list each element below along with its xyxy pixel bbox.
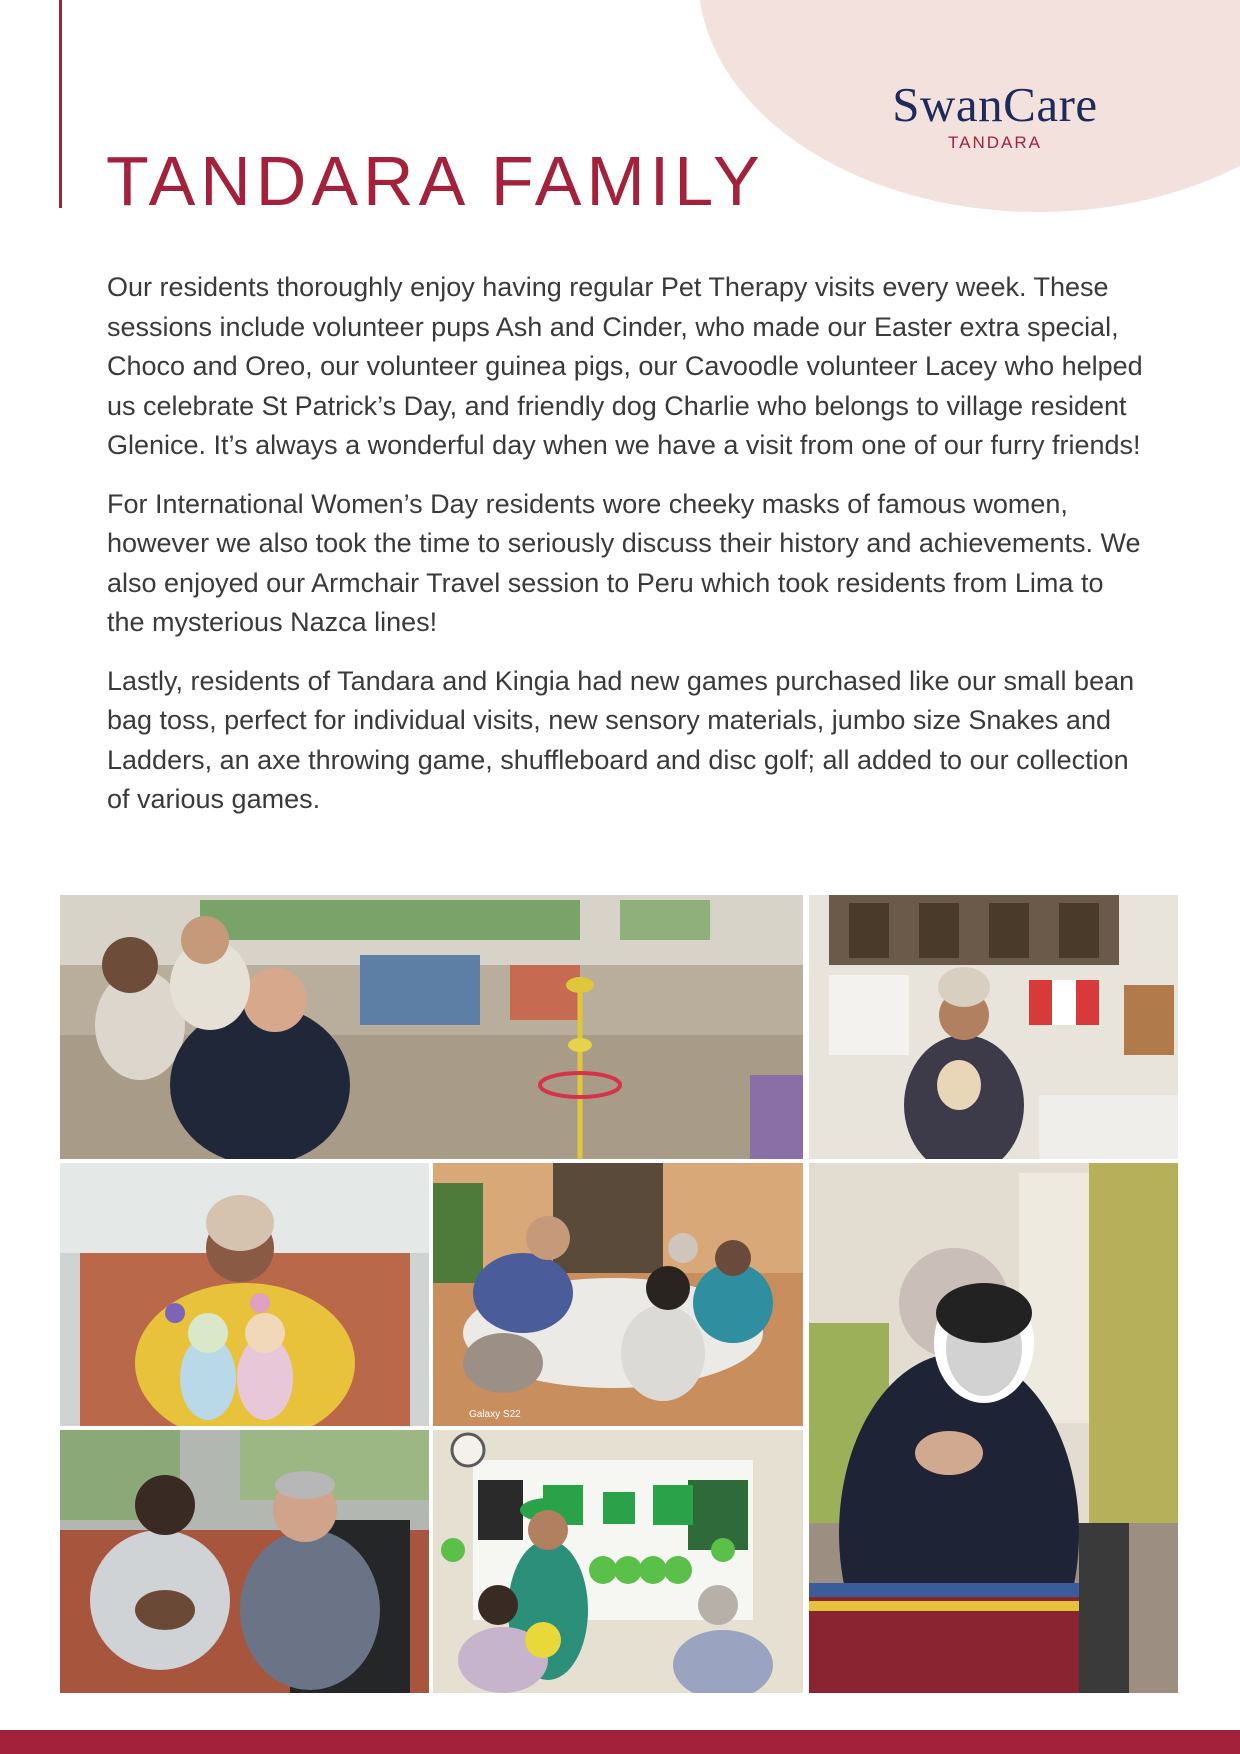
accent-rule (59, 0, 62, 208)
photo-disc-golf (60, 895, 803, 1159)
logo-wordmark: SwanCare (892, 77, 1098, 132)
llama-plush-image (60, 1163, 429, 1426)
photo-caption: Galaxy S22 (469, 1409, 521, 1420)
disc-golf-image (60, 895, 803, 1159)
photo-guinea-pig (60, 1430, 429, 1693)
peru-poncho-image (809, 895, 1178, 1159)
page-title: TANDARA FAMILY (106, 142, 765, 220)
guinea-pig-image (60, 1430, 429, 1693)
paragraph-womens-day: For International Women’s Day residents wore cheeky masks of famous women, however we also took the time to seriously discuss their history and achievements. We also enjoyed our Armchair Travel session to Peru which took residents from Lima to the mysterious Nazca lines! (107, 488, 1141, 637)
paragraph-pet-therapy: Our residents thoroughly enjoy having regular Pet Therapy visits every week. These sessions include volunteer pups Ash and Cinder, who made our Easter extra special, Choco and Oreo, our volunteer guinea pigs, our Cavoodle volunteer Lacey who helped us celebrate St Patrick’s Day, and friendly dog Charlie who belongs to village resident Glenice. It’s always a wonderful day when we have a visit from one of our furry friends! (107, 272, 1143, 460)
footer-bar (0, 1730, 1240, 1754)
swancare-logo (855, 77, 1135, 153)
mask-image (809, 1163, 1178, 1693)
photo-mask (809, 1163, 1178, 1693)
st-patricks-image (433, 1430, 803, 1693)
photo-llama-plush (60, 1163, 429, 1426)
photo-peru-poncho (809, 895, 1178, 1159)
paragraph-new-games: Lastly, residents of Tandara and Kingia had new games purchased like our small bean bag toss, perfect for individual visits, new sensory materials, jumbo size Snakes and Ladders, an axe throwing game, shuffleboard and disc golf; all added to our collection of various games. (107, 665, 1135, 814)
photo-gallery (60, 895, 1178, 1693)
article-body (107, 268, 1147, 839)
craft-table-image (433, 1163, 803, 1426)
photo-st-patricks (433, 1430, 803, 1693)
logo-location: TANDARA (948, 133, 1042, 152)
photo-craft-table (433, 1163, 803, 1426)
